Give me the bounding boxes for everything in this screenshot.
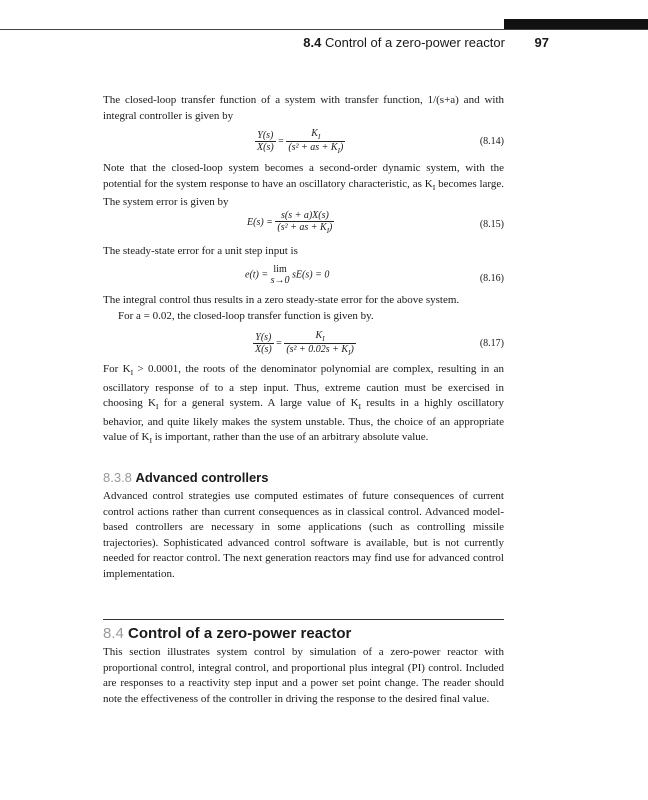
- section-heading-8-4: [103, 625, 351, 642]
- para6-text-e: is important, rather than the use of an arbitrary absolute value.: [152, 431, 429, 444]
- eq-lhs-denominator: X(s): [257, 142, 274, 153]
- para2-text-b: becomes large. The system error is given by: [103, 177, 504, 209]
- eq-rhs-denominator-sub: I: [348, 349, 351, 357]
- para6-sub-4: I: [149, 436, 152, 446]
- running-head-title: Control of a zero-power reactor: [324, 35, 505, 50]
- eq-lhs: e(t) =: [245, 269, 269, 281]
- eq-lhs-numerator: Y(s): [255, 130, 276, 142]
- eq-lim: lim: [273, 264, 287, 275]
- equation-8-17: $\frac{Y(s)}{X(s)}$ = $\frac{K_I}{(s^2 + 0.02s + K_I)}$ (8.17): [255, 330, 504, 357]
- para6-text-b: > 0.0001, the roots of the denominator polynomial are complex, resulting in an oscillatory response of to a step input. Thus, extreme caution must be exercised in choosing K: [103, 363, 505, 410]
- equation-8-16: [103, 264, 504, 294]
- eq-lhs: E(s) =: [247, 217, 273, 228]
- section-title: Control of a zero-power reactor: [128, 625, 352, 642]
- section-rule: [103, 619, 504, 620]
- equation-number: (8.17): [479, 338, 504, 349]
- eq-denominator: (s² + as + K: [277, 222, 327, 233]
- paragraph-zero-error: The integral control thus results in a zero steady-state error for the above system.: [103, 294, 460, 306]
- eq-denominator-end: ): [329, 222, 333, 233]
- para6-sub-1: I: [130, 368, 134, 378]
- header-rule: [0, 29, 648, 30]
- paragraph-steady-state: The steady-state error for a unit step input is: [103, 245, 298, 257]
- paragraph-stability: [103, 362, 504, 449]
- section-heading-8-3-8: [103, 470, 268, 485]
- paragraph-advanced-controllers: Advanced control strategies use computed estimates of future consequences of current control actions rather than current consequences as in classical control. Advanced model-based controllers are necessary in some applications (such as controlling missile trajectories). Sophisticated advanced control software is available, but is not currently needed for reactor control. The next generation reactors may find use for advanced control implementation.: [103, 490, 504, 580]
- header-bar: [504, 19, 648, 29]
- paragraph-second-order: [103, 161, 504, 211]
- running-head: [0, 35, 549, 50]
- eq-denominator-sub: I: [326, 227, 330, 235]
- equation-8-15: [103, 210, 504, 240]
- para6-sub-3: I: [358, 402, 362, 412]
- eq-numerator: s(s + a)X(s): [275, 210, 334, 222]
- paragraph-intro: The closed-loop transfer function of a system with transfer function, 1/(s+a) and with integral controller is given by: [103, 94, 504, 122]
- eq-rhs-denominator: (s² + as + K: [288, 142, 338, 153]
- equation-number: (8.16): [479, 273, 504, 284]
- section-number: 8.3.8: [103, 470, 132, 485]
- eq-rhs-denominator: (s² + 0.02s + K: [286, 344, 349, 355]
- eq-rhs: sE(s) = 0: [292, 269, 330, 281]
- eq-rhs-numerator: K: [315, 330, 323, 341]
- eq-lhs-numerator: Y(s): [253, 332, 274, 344]
- para6-sub-2: I: [155, 402, 159, 412]
- running-head-section-number: 8.4: [303, 35, 322, 50]
- paragraph-zero-power-reactor: This section illustrates system control by simulation of a zero-power reactor with proportional control, integral control, and proportional plus integral (PI) control. Included are responses to a reactivity step input and a power set point change. The reader should note the effectiveness of the controller in driving the response to the desired final value.: [103, 646, 504, 705]
- page-number: 97: [534, 35, 549, 50]
- eq-rhs-numerator-sub: I: [317, 133, 321, 141]
- para2-text-a: Note that the closed-loop system becomes a second-order dynamic system, with the potential for the system response to have an oscillatory characteristic, as K: [103, 162, 504, 190]
- eq-rhs-denominator-end: ): [350, 344, 354, 355]
- section-number: 8.4: [103, 625, 124, 642]
- eq-lhs-denominator: X(s): [255, 344, 272, 355]
- eq-rhs-denominator-end: ): [339, 142, 344, 153]
- para2-sub: I: [432, 182, 436, 192]
- eq-lim-under: s→0: [270, 275, 290, 286]
- para6-text-d: results in a highly oscillatory behavior, and quite likely makes the system unstable. Thus, the choice of an appropriate value of K: [103, 397, 505, 444]
- eq-rhs-numerator: K: [311, 128, 318, 139]
- eq-rhs-numerator-sub: I: [322, 335, 325, 343]
- paragraph-a-value: For a = 0.02, the closed-loop transfer function is given by.: [118, 310, 374, 322]
- section-title: Advanced controllers: [135, 470, 269, 485]
- eq-rhs-denominator-sub: I: [337, 147, 340, 155]
- para6-text-c: for a general system. A large value of K: [158, 397, 359, 410]
- equation-8-14: $\frac{Y(s)}{X(s)}$ = $\frac{K_I}{(s^2 + as + K_I)}$ (8.14): [257, 128, 504, 155]
- equation-number: (8.15): [479, 219, 504, 230]
- equation-number: (8.14): [479, 136, 504, 147]
- para6-text-a: For K: [103, 363, 131, 375]
